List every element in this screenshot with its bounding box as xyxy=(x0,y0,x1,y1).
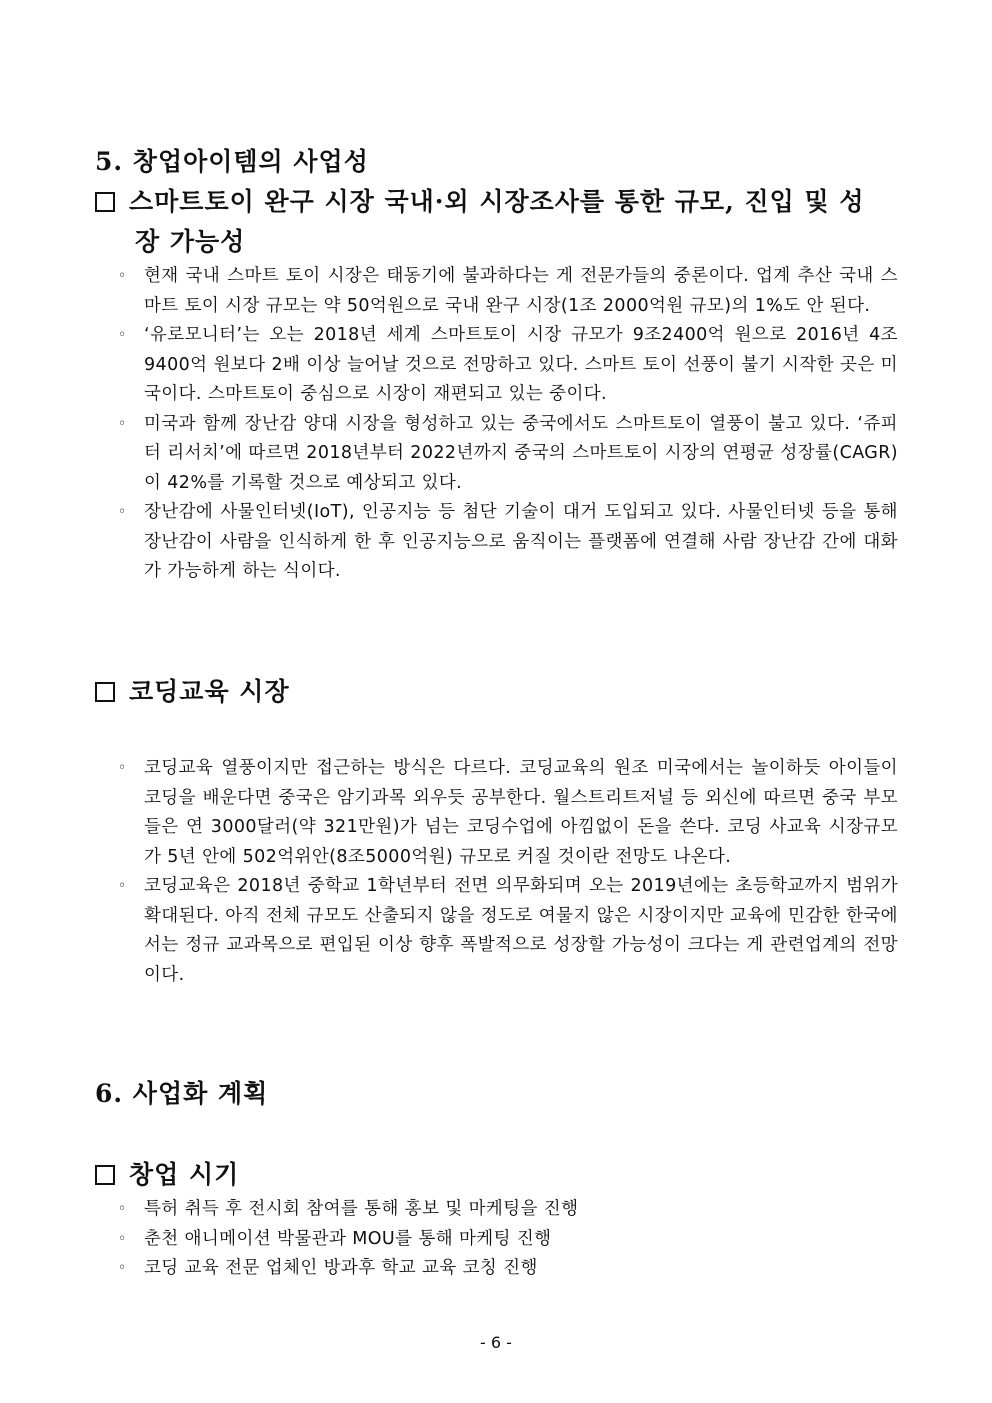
list-item: ◦ 특허 취득 후 전시회 참여를 통해 홍보 및 마케팅을 진행 xyxy=(118,1195,898,1225)
coding-education-list xyxy=(118,754,898,990)
list-item: ◦ 현재 국내 스마트 토이 시장은 태동기에 불과하다는 게 전문가들의 중론이다. 업계 추산 국내 스마트 토이 시장 규모는 약 50억원으로 국내 완구 시장(1조 2000억원 규모)의 1%도 안 된다. xyxy=(118,262,898,321)
bullet-icon: ◦ xyxy=(118,415,127,432)
checkbox-square-icon xyxy=(95,1165,115,1185)
subsection-title: 창업 시기 xyxy=(129,1160,240,1189)
list-item: ◦ 춘천 애니메이션 박물관과 MOU를 통해 마케팅 진행 xyxy=(118,1225,898,1255)
checkbox-square-icon xyxy=(95,192,115,212)
section-5-title: 5. 창업아이템의 사업성 xyxy=(95,147,369,176)
bullet-icon: ◦ xyxy=(118,760,127,776)
subsection-smart-toy-market xyxy=(95,182,900,262)
bullet-icon: ◦ xyxy=(118,878,127,894)
page-number: - 6 - xyxy=(480,1333,512,1352)
subsection-title-line2: 장 가능성 xyxy=(135,227,246,256)
list-item: ◦ 코딩 교육 전문 업체인 방과후 학교 교육 코칭 진행 xyxy=(118,1254,898,1284)
bullet-icon: ◦ xyxy=(118,268,127,284)
subsection-coding-education-market xyxy=(95,672,900,712)
list-item: ◦ 코딩교육 열풍이지만 접근하는 방식은 다르다. 코딩교육의 원조 미국에서는 놀이하듯 아이들이 코딩을 배운다면 중국은 암기과목 외우듯 공부한다. 월스트리트저널 등 외신에 따르면 중국 부모들은 연 3000달러(약 321만원)가 넘는 코딩수업에 아낌없이 돈을 쓴다. 코딩 사교육 시장규모가 5년 안에 502억위안(8조5000억원) 규모로 커질 것이란 전망도 나온다. xyxy=(118,754,898,872)
checkbox-square-icon xyxy=(95,682,115,702)
subsection-startup-timing xyxy=(95,1155,900,1195)
bullet-icon: ◦ xyxy=(118,1260,127,1276)
subsection-title: 코딩교육 시장 xyxy=(129,677,290,706)
bullet-icon: ◦ xyxy=(118,327,127,343)
smart-toy-market-list xyxy=(118,262,898,587)
startup-timing-list xyxy=(118,1195,898,1284)
subsection-title-line1: 스마트토이 완구 시장 국내·외 시장조사를 통한 규모, 진입 및 성 xyxy=(129,187,865,216)
list-item: ◦ 코딩교육은 2018년 중학교 1학년부터 전면 의무화되며 오는 2019년에는 초등학교까지 범위가 확대된다. 아직 전체 규모도 산출되지 않을 정도로 여물지 않은 시장이지만 교육에 민감한 한국에서는 정규 교과목으로 편입된 이상 향후 폭발적으로 성장할 가능성이 크다는 게 관련업계의 전망이다. xyxy=(118,872,898,990)
list-item: ◦ 미국과 함께 장난감 양대 시장을 형성하고 있는 중국에서도 스마트토이 열풍이 불고 있다. ‘쥬피터 리서치’에 따르면 2018년부터 2022년까지 중국의 스마트토이 시장의 연평균 성장률(CAGR)이 42%를 기록할 것으로 예상되고 있다. xyxy=(118,410,898,499)
bullet-icon: ◦ xyxy=(118,1201,127,1217)
section-6-title: 6. 사업화 계획 xyxy=(95,1079,269,1108)
bullet-icon: ◦ xyxy=(118,1230,127,1247)
bullet-icon: ◦ xyxy=(118,504,127,520)
list-item: ◦ 장난감에 사물인터넷(IoT), 인공지능 등 첨단 기술이 대거 도입되고 있다. 사물인터넷 등을 통해 장난감이 사람을 인식하게 한 후 인공지능으로 움직이는 플랫폼에 연결해 사람 장난감 간에 대화가 가능하게 하는 식이다. xyxy=(118,498,898,587)
list-item: ◦ ‘유로모니터’는 오는 2018년 세계 스마트토이 시장 규모가 9조2400억 원으로 2016년 4조9400억 원보다 2배 이상 늘어날 것으로 전망하고 있다. 스마트 토이 선풍이 불기 시작한 곳은 미국이다. 스마트토이 중심으로 시장이 재편되고 있는 중이다. xyxy=(118,321,898,410)
